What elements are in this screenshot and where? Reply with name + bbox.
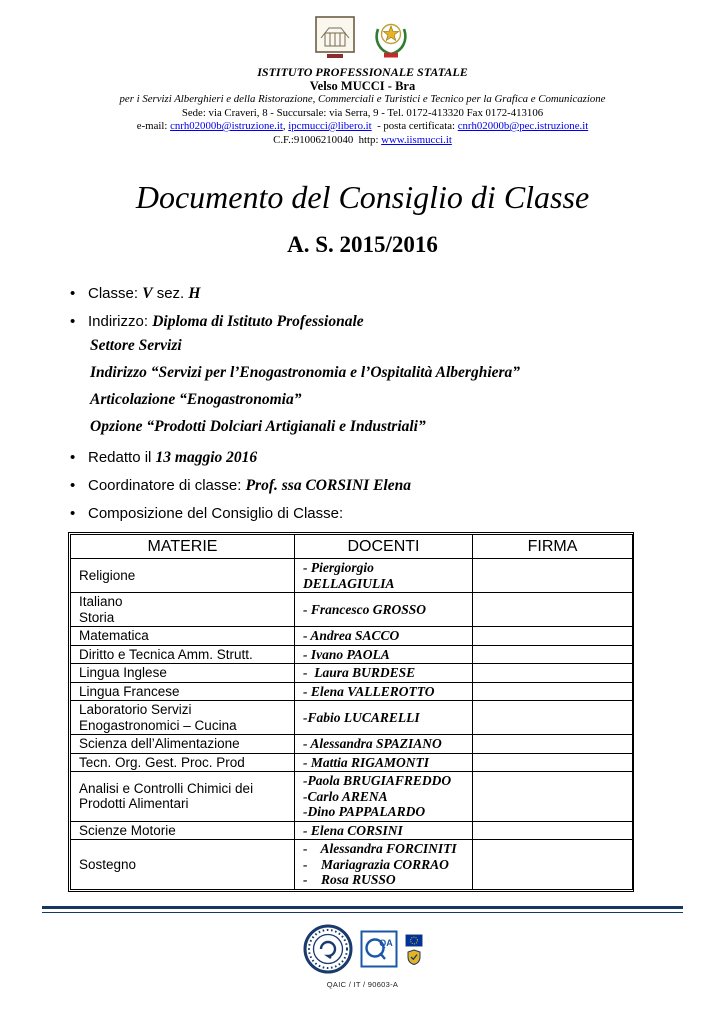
bullet-indirizzo [70,312,667,440]
composizione-label: Composizione del Consiglio di Classe: [88,505,344,522]
firma-cell [473,821,633,840]
school-logo-icon [315,16,355,60]
table-row [71,840,633,890]
bullet-marker: • [70,477,76,494]
table-row [71,772,633,822]
council-table-body [71,559,633,890]
school-description-line: per i Servizi Alberghieri e della Ristorazione, Commerciali e Turistici e Tecnico per la Grafica e Comunicazione [119,93,606,105]
cell-line: -Paola BRUGIAFREDDO [303,773,452,788]
materia-cell [71,593,295,627]
cell-line: Storia [79,609,115,625]
coordinatore-text [88,476,667,496]
qa-mark-icon [360,930,398,968]
cell-line: Lingua Francese [79,683,180,699]
pec-label: - posta certificata: [371,120,458,132]
firma-cell [473,645,633,664]
cell-line: Scienze Motorie [79,822,176,838]
indirizzo-line: Settore Servizi [90,337,182,354]
website-link[interactable]: www.iismucci.it [381,133,452,146]
cell-line: Lingua Inglese [79,665,167,680]
bullet-classe [70,284,667,304]
cert-seal-icon [303,924,353,974]
bullet-redatto [70,448,667,468]
table-row [71,627,633,646]
email-link-libero[interactable]: ipcmucci@libero.it [288,120,372,132]
indirizzo-text [88,312,667,440]
classe-text [88,284,667,304]
materia-cell [71,821,295,840]
cell-line: Scienza dell’Alimentazione [79,736,240,751]
redatto-label: Redatto il [88,449,156,466]
cert-shield-icon [407,949,421,965]
italy-emblem-icon [371,16,411,60]
materia-cell [71,735,295,754]
materia-cell [71,627,295,646]
firma-cell [473,735,633,754]
header-firma: FIRMA [473,535,633,559]
cell-line: - Alessandra SPAZIANO [303,736,442,751]
firma-cell [473,682,633,701]
cell-line: - Ivano PAOLA [303,646,390,662]
cell-line: -Fabio LUCARELLI [303,709,420,725]
indirizzo-line: Indirizzo “Servizi per l’Enogastronomia e l’Ospitalità Alberghiera” [90,364,521,381]
cell-line: - Laura BURDESE [303,665,416,680]
cf-line [0,134,725,148]
materia-cell [71,772,295,822]
cell-line: Tecn. Org. Gest. Proc. Prod [79,754,245,770]
docenti-cell [295,627,473,646]
cell-line: Matematica [79,628,149,643]
redatto-text [88,448,667,468]
materia-cell [71,645,295,664]
cell-line: Diritto e Tecnica Amm. Strutt. [79,646,253,662]
classe-value: V [142,285,153,302]
firma-cell [473,559,633,593]
firma-cell [473,664,633,683]
docenti-cell [295,840,473,890]
header-materie: MATERIE [71,535,295,559]
docenti-cell [295,753,473,772]
school-name-line: Velso MUCCI - Bra [309,79,416,93]
address-line: Sede: via Craveri, 8 - Succursale: via Serra, 9 - Tel. 0172-413320 Fax 0172-413106 [181,106,544,119]
indirizzo-line: Articolazione “Enogastronomia” [90,391,302,408]
materia-cell [71,701,295,735]
materia-cell [71,753,295,772]
cell-line: - Mariagrazia CORRAO [303,856,449,872]
table-row [71,682,633,701]
indirizzo-line: Opzione “Prodotti Dolciari Artigianali e Industriali” [90,418,426,435]
cell-line: Italiano [79,594,123,609]
materia-cell [71,840,295,890]
docenti-cell [295,701,473,735]
email-link-istruzione[interactable]: cnrh02000b@istruzione.it [170,120,283,132]
bullet-marker: • [70,313,76,330]
table-row [71,559,633,593]
school-type-line: ISTITUTO PROFESSIONALE STATALE [257,65,468,79]
firma-cell [473,701,633,735]
materia-cell [71,559,295,593]
redatto-date: 13 maggio 2016 [155,449,258,466]
classe-sez-label: sez. [152,285,189,302]
table-row [71,701,633,735]
firma-cell [473,840,633,890]
docenti-cell [295,682,473,701]
firma-cell [473,593,633,627]
docenti-cell [295,559,473,593]
certification-code: QAIC / IT / 90603-A [326,980,399,989]
composizione-text [88,504,667,524]
cell-line: - Elena CORSINI [303,822,403,838]
bullet-list [70,284,667,524]
materia-cell [71,664,295,683]
materia-cell [71,682,295,701]
docenti-cell [295,645,473,664]
cell-line: Laboratorio Servizi [79,702,192,717]
flag-column [405,934,423,965]
certification-logos [0,922,725,976]
cell-line: - Elena VALLEROTTO [303,683,435,699]
bullet-marker: • [70,449,76,466]
cell-line: Enogastronomici – Cucina [79,717,237,733]
cell-line: - Andrea SACCO [303,628,400,643]
bullet-composizione [70,504,667,524]
firma-cell [473,753,633,772]
classe-section-value: H [188,285,201,302]
document-title: Documento del Consiglio di Classe [135,179,590,215]
cell-line: - Rosa RUSSO [303,872,396,887]
docenti-cell [295,772,473,822]
cell-line: -Dino PAPPALARDO [303,804,426,819]
bullet-marker: • [70,285,76,302]
table-row [71,821,633,840]
council-table [70,534,633,890]
email-separator: , [282,120,289,132]
indirizzo-label: Indirizzo: [88,313,153,330]
firma-cell [473,627,633,646]
footer-rule [42,906,683,913]
email-label: e-mail: [136,120,171,132]
cell-line: Religione [79,567,136,583]
email-line [0,120,725,134]
letterhead [0,0,725,147]
docenti-cell [295,821,473,840]
header-logos [0,14,725,60]
header-docenti: DOCENTI [295,535,473,559]
table-row [71,645,633,664]
cf-text: C.F.:91006210040 http: [273,133,382,146]
table-row [71,735,633,754]
qa-letters: QA [378,938,393,948]
cell-line: Prodotti Alimentari [79,796,189,812]
indirizzo-value: Diploma di Istituto Professionale [152,313,364,330]
docenti-cell [295,664,473,683]
cell-line: -Carlo ARENA [303,788,388,804]
coordinatore-name: Prof. ssa CORSINI Elena [245,477,411,494]
school-year-subtitle: A. S. 2015/2016 [287,232,438,257]
table-row [71,753,633,772]
pec-link[interactable]: cnrh02000b@pec.istruzione.it [457,120,589,132]
cell-line: - Francesco GROSSO [303,601,427,617]
classe-label: Classe: [88,285,143,302]
table-row [71,664,633,683]
coordinatore-label: Coordinatore di classe: [88,477,246,494]
table-header-row [71,535,633,559]
bullet-marker: • [70,505,76,522]
footer [0,922,725,989]
bullet-coordinatore [70,476,667,496]
cell-line: - Alessandra FORCINITI [303,841,457,856]
cell-line: - Piergiorgio DELLAGIULIA [303,560,395,591]
council-table-frame [68,532,634,892]
table-row [71,593,633,627]
cell-line: - Mattia RIGAMONTI [303,754,430,770]
eu-flag-icon [405,934,423,947]
docenti-cell [295,735,473,754]
firma-cell [473,772,633,822]
indirizzo-lines [88,332,667,440]
cell-line: Analisi e Controlli Chimici dei [79,780,254,796]
docenti-cell [295,593,473,627]
cell-line: Sostegno [79,856,137,872]
